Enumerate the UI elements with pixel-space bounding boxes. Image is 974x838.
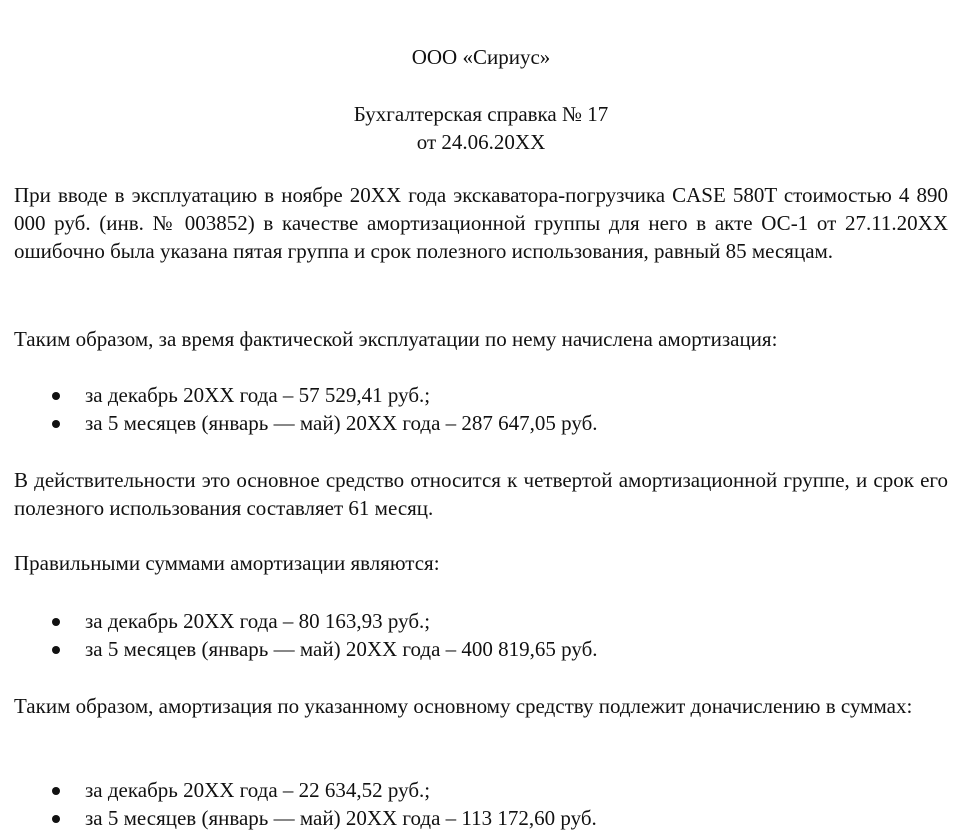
bullet-icon [52, 618, 60, 626]
list-item [52, 635, 598, 663]
list-item [52, 607, 598, 635]
list-item-text: за 5 месяцев (январь — май) 20ХХ года – 400 819,65 руб. [85, 637, 598, 661]
list-item-text: за декабрь 20ХХ года – 57 529,41 руб.; [85, 383, 431, 407]
document-date: от 24.06.20ХХ [416, 130, 546, 154]
bullet-icon [52, 815, 60, 823]
company-name: ООО «Сириус» [411, 45, 551, 69]
actual-group-paragraph: В действительности это основное средство относится к четвертой амортизационной группе, и срок его полезного использования составляет 61 месяц. [14, 468, 948, 520]
bullet-icon [52, 392, 60, 400]
charged-amounts-list [52, 381, 598, 437]
list-item-text: за декабрь 20ХХ года – 80 163,93 руб.; [85, 609, 431, 633]
list-item [52, 409, 598, 437]
additional-amounts-list [52, 776, 597, 832]
list-item [52, 804, 597, 832]
bullet-icon [52, 787, 60, 795]
list-item-text: за декабрь 20ХХ года – 22 634,52 руб.; [85, 778, 431, 802]
list-item [52, 381, 598, 409]
correct-amounts-list [52, 607, 598, 663]
charged-intro-paragraph: Таким образом, за время фактической эксплуатации по нему начислена амортизация: [14, 327, 778, 351]
intro-paragraph: При вводе в эксплуатацию в ноябре 20ХХ года экскаватора-погрузчика CASE 580T стоимостью 4 890 000 руб. (инв. № 003852) в качестве амортизационной группы для него в акте ОС-1 от 27.11.20ХХ ошибочно была указана пятая группа и срок полезного использования, равный 85 месяцам. [14, 183, 948, 263]
bullet-icon [52, 420, 60, 428]
list-item [52, 776, 597, 804]
document-title: Бухгалтерская справка № 17 [353, 102, 609, 126]
correct-intro-paragraph: Правильными суммами амортизации являются: [14, 551, 440, 575]
list-item-text: за 5 месяцев (январь — май) 20ХХ года – 113 172,60 руб. [85, 806, 597, 830]
list-item-text: за 5 месяцев (январь — май) 20ХХ года – 287 647,05 руб. [85, 411, 598, 435]
bullet-icon [52, 646, 60, 654]
additional-intro-paragraph: Таким образом, амортизация по указанному основному средству подлежит доначислению в суммах: [14, 694, 913, 718]
